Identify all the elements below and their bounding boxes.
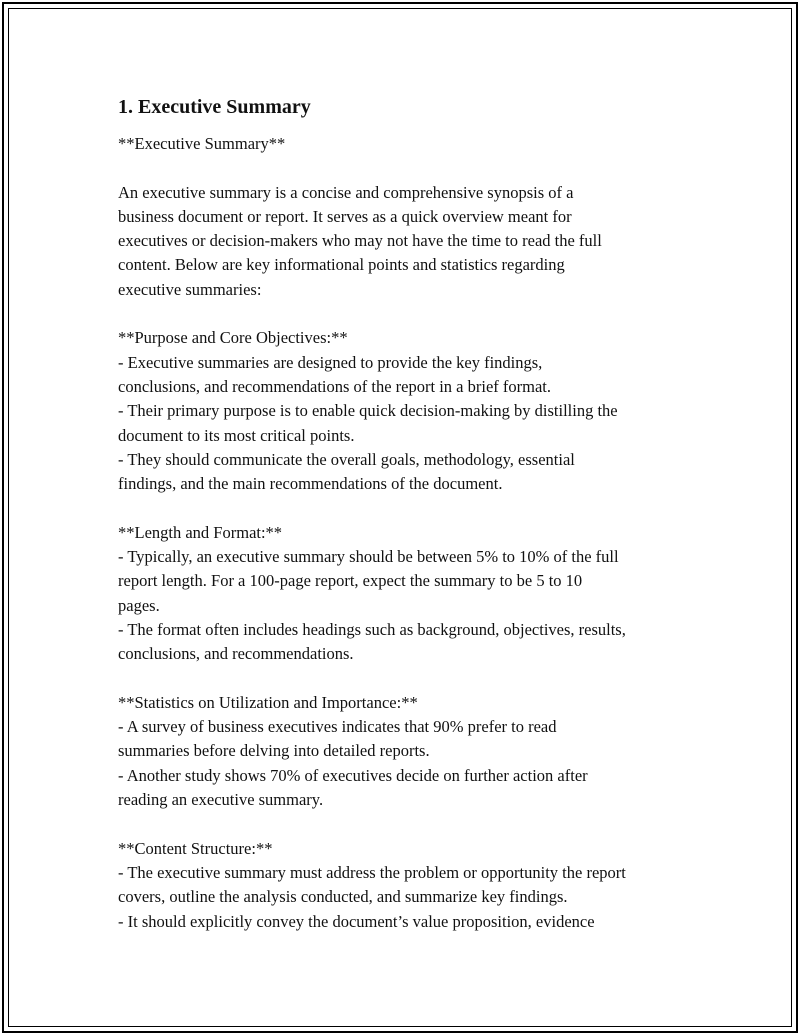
paragraph-gap bbox=[118, 812, 718, 836]
text-line: covers, outline the analysis conducted, and summarize key findings. bbox=[118, 887, 568, 907]
text-line: - Typically, an executive summary should be between 5% to 10% of the full bbox=[118, 547, 619, 567]
text-line: executive summaries: bbox=[118, 279, 262, 299]
text-line: - Another study shows 70% of executives decide on further action after bbox=[118, 765, 588, 785]
text-line: - The format often includes headings such as background, objectives, results, bbox=[118, 619, 626, 639]
text-line: - It should explicitly convey the document’s value proposition, evidence bbox=[118, 911, 595, 931]
text-line: business document or report. It serves as a quick overview meant for bbox=[118, 206, 572, 226]
text-line: conclusions, and recommendations. bbox=[118, 644, 354, 664]
text-line: report length. For a 100-page report, expect the summary to be 5 to 10 bbox=[118, 571, 583, 591]
section-title: **Length and Format:** bbox=[118, 522, 283, 542]
paragraph-gap bbox=[118, 667, 718, 691]
text-line: document to its most critical points. bbox=[118, 425, 355, 445]
text-line: reading an executive summary. bbox=[118, 790, 324, 810]
section-purpose bbox=[118, 326, 718, 496]
document-subheading: **Executive Summary** bbox=[118, 134, 286, 153]
text-line: findings, and the main recommendations of the document. bbox=[118, 474, 503, 494]
section-title: **Purpose and Core Objectives:** bbox=[118, 328, 348, 348]
section-statistics bbox=[118, 691, 718, 812]
paragraph-gap bbox=[118, 156, 718, 180]
section-length-format bbox=[118, 521, 718, 667]
paragraph-gap bbox=[118, 496, 718, 520]
text-line: executives or decision-makers who may not have the time to read the full bbox=[118, 231, 602, 251]
text-line: - They should communicate the overall goals, methodology, essential bbox=[118, 449, 575, 469]
text-line: An executive summary is a concise and comprehensive synopsis of a bbox=[118, 182, 574, 202]
intro-paragraph bbox=[118, 181, 718, 302]
section-content-structure bbox=[118, 837, 718, 934]
section-title: **Content Structure:** bbox=[118, 838, 273, 858]
text-line: - A survey of business executives indicates that 90% prefer to read bbox=[118, 717, 557, 737]
text-line: - Executive summaries are designed to provide the key findings, bbox=[118, 352, 543, 372]
document-heading: 1. Executive Summary bbox=[118, 96, 311, 118]
text-line: conclusions, and recommendations of the report in a brief format. bbox=[118, 376, 551, 396]
text-line: - The executive summary must address the problem or opportunity the report bbox=[118, 862, 626, 882]
text-line: summaries before delving into detailed reports. bbox=[118, 741, 430, 761]
text-line: content. Below are key informational points and statistics regarding bbox=[118, 255, 565, 275]
text-line: - Their primary purpose is to enable quick decision-making by distilling the bbox=[118, 401, 618, 421]
document-body bbox=[118, 93, 718, 934]
text-line: pages. bbox=[118, 595, 160, 615]
paragraph-gap bbox=[118, 302, 718, 326]
section-title: **Statistics on Utilization and Importance:** bbox=[118, 692, 418, 712]
